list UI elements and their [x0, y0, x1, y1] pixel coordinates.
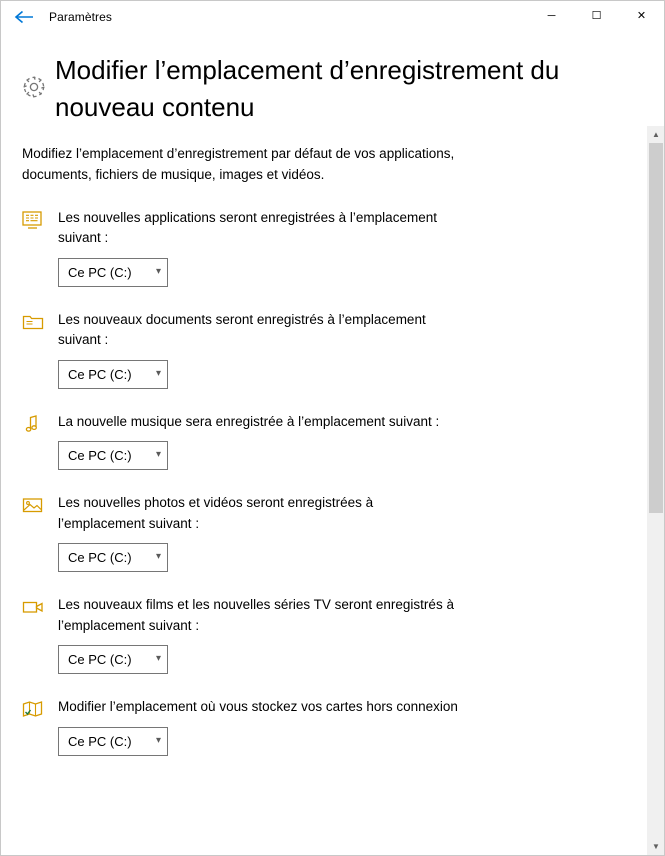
scrollbar-track[interactable] — [648, 143, 664, 838]
intro-text: Modifiez l’emplacement d’enregistrement par défaut de vos applications, documents, fichiers de musique, images et vidéos. — [22, 145, 455, 182]
maps-location-dropdown[interactable] — [58, 727, 168, 756]
music-note-icon — [22, 412, 58, 434]
setting-label: La nouvelle musique sera enregistrée à l’emplacement suivant : — [58, 413, 440, 429]
setting-content — [58, 697, 647, 756]
dropdown-value: Ce PC (C:) — [68, 366, 132, 382]
scroll-down-button[interactable]: ▼ — [648, 838, 664, 855]
chevron-down-icon: ▾ — [155, 734, 161, 746]
back-button[interactable] — [1, 1, 47, 32]
window-title: Paramètres — [49, 9, 113, 24]
minimize-button[interactable] — [529, 1, 574, 32]
dropdown-value: Ce PC (C:) — [68, 652, 132, 668]
setting-row — [22, 412, 647, 471]
setting-row — [22, 493, 647, 572]
setting-label: Les nouveaux documents seront enregistrés à l’emplacement suivant : — [58, 311, 426, 348]
setting-row — [22, 697, 647, 756]
video-camera-icon — [22, 595, 58, 617]
music-location-dropdown[interactable] — [58, 441, 168, 470]
setting-content — [58, 493, 647, 572]
setting-content — [58, 310, 647, 389]
apps-icon — [22, 208, 58, 230]
dropdown-value: Ce PC (C:) — [68, 733, 132, 749]
gear-icon — [17, 52, 51, 100]
minimize-icon: ─ — [547, 10, 556, 22]
title-bar — [1, 1, 664, 32]
vertical-scrollbar[interactable] — [647, 126, 664, 855]
settings-list — [1, 126, 647, 855]
page-title: Modifier l’emplacement d’enregistrement du nouveau contenu — [55, 55, 560, 122]
chevron-down-icon: ▾ — [155, 449, 161, 461]
content-area — [1, 126, 664, 855]
scrollbar-thumb[interactable] — [649, 143, 663, 513]
chevron-down-icon: ▾ — [155, 367, 161, 379]
chevron-down-icon: ▾ — [155, 265, 161, 277]
setting-label: Modifier l’emplacement où vous stockez vos cartes hors connexion — [58, 699, 458, 715]
chevron-down-icon: ▾ — [155, 653, 161, 665]
dropdown-value: Ce PC (C:) — [68, 550, 132, 566]
photo-icon — [22, 493, 58, 515]
caption-buttons — [529, 1, 664, 32]
close-button[interactable] — [619, 1, 664, 32]
photos-location-dropdown[interactable] — [58, 543, 168, 572]
page-header — [1, 32, 664, 126]
setting-row — [22, 310, 647, 389]
setting-row — [22, 595, 647, 674]
scroll-up-button[interactable]: ▲ — [648, 126, 664, 143]
setting-content — [58, 208, 647, 287]
dropdown-value: Ce PC (C:) — [68, 264, 132, 280]
apps-location-dropdown[interactable] — [58, 258, 168, 287]
setting-content — [58, 595, 647, 674]
setting-label: Les nouvelles photos et vidéos seront enregistrées à l’emplacement suivant : — [58, 495, 374, 531]
maximize-button[interactable] — [574, 1, 619, 32]
folder-icon — [22, 310, 58, 332]
setting-row — [22, 208, 647, 287]
chevron-down-icon: ▾ — [155, 551, 161, 563]
close-icon: ✕ — [636, 10, 647, 22]
map-icon — [22, 697, 58, 719]
dropdown-value: Ce PC (C:) — [68, 448, 132, 464]
setting-content — [58, 412, 647, 471]
documents-location-dropdown[interactable] — [58, 360, 168, 389]
setting-label: Les nouveaux films et les nouvelles séries TV seront enregistrés à l’emplacement suivant : — [58, 597, 454, 633]
movies-location-dropdown[interactable] — [58, 645, 168, 674]
setting-label: Les nouvelles applications seront enregistrées à l’emplacement suivant : — [58, 209, 437, 246]
arrow-left-icon — [13, 8, 35, 26]
maximize-icon: ☐ — [591, 10, 602, 22]
